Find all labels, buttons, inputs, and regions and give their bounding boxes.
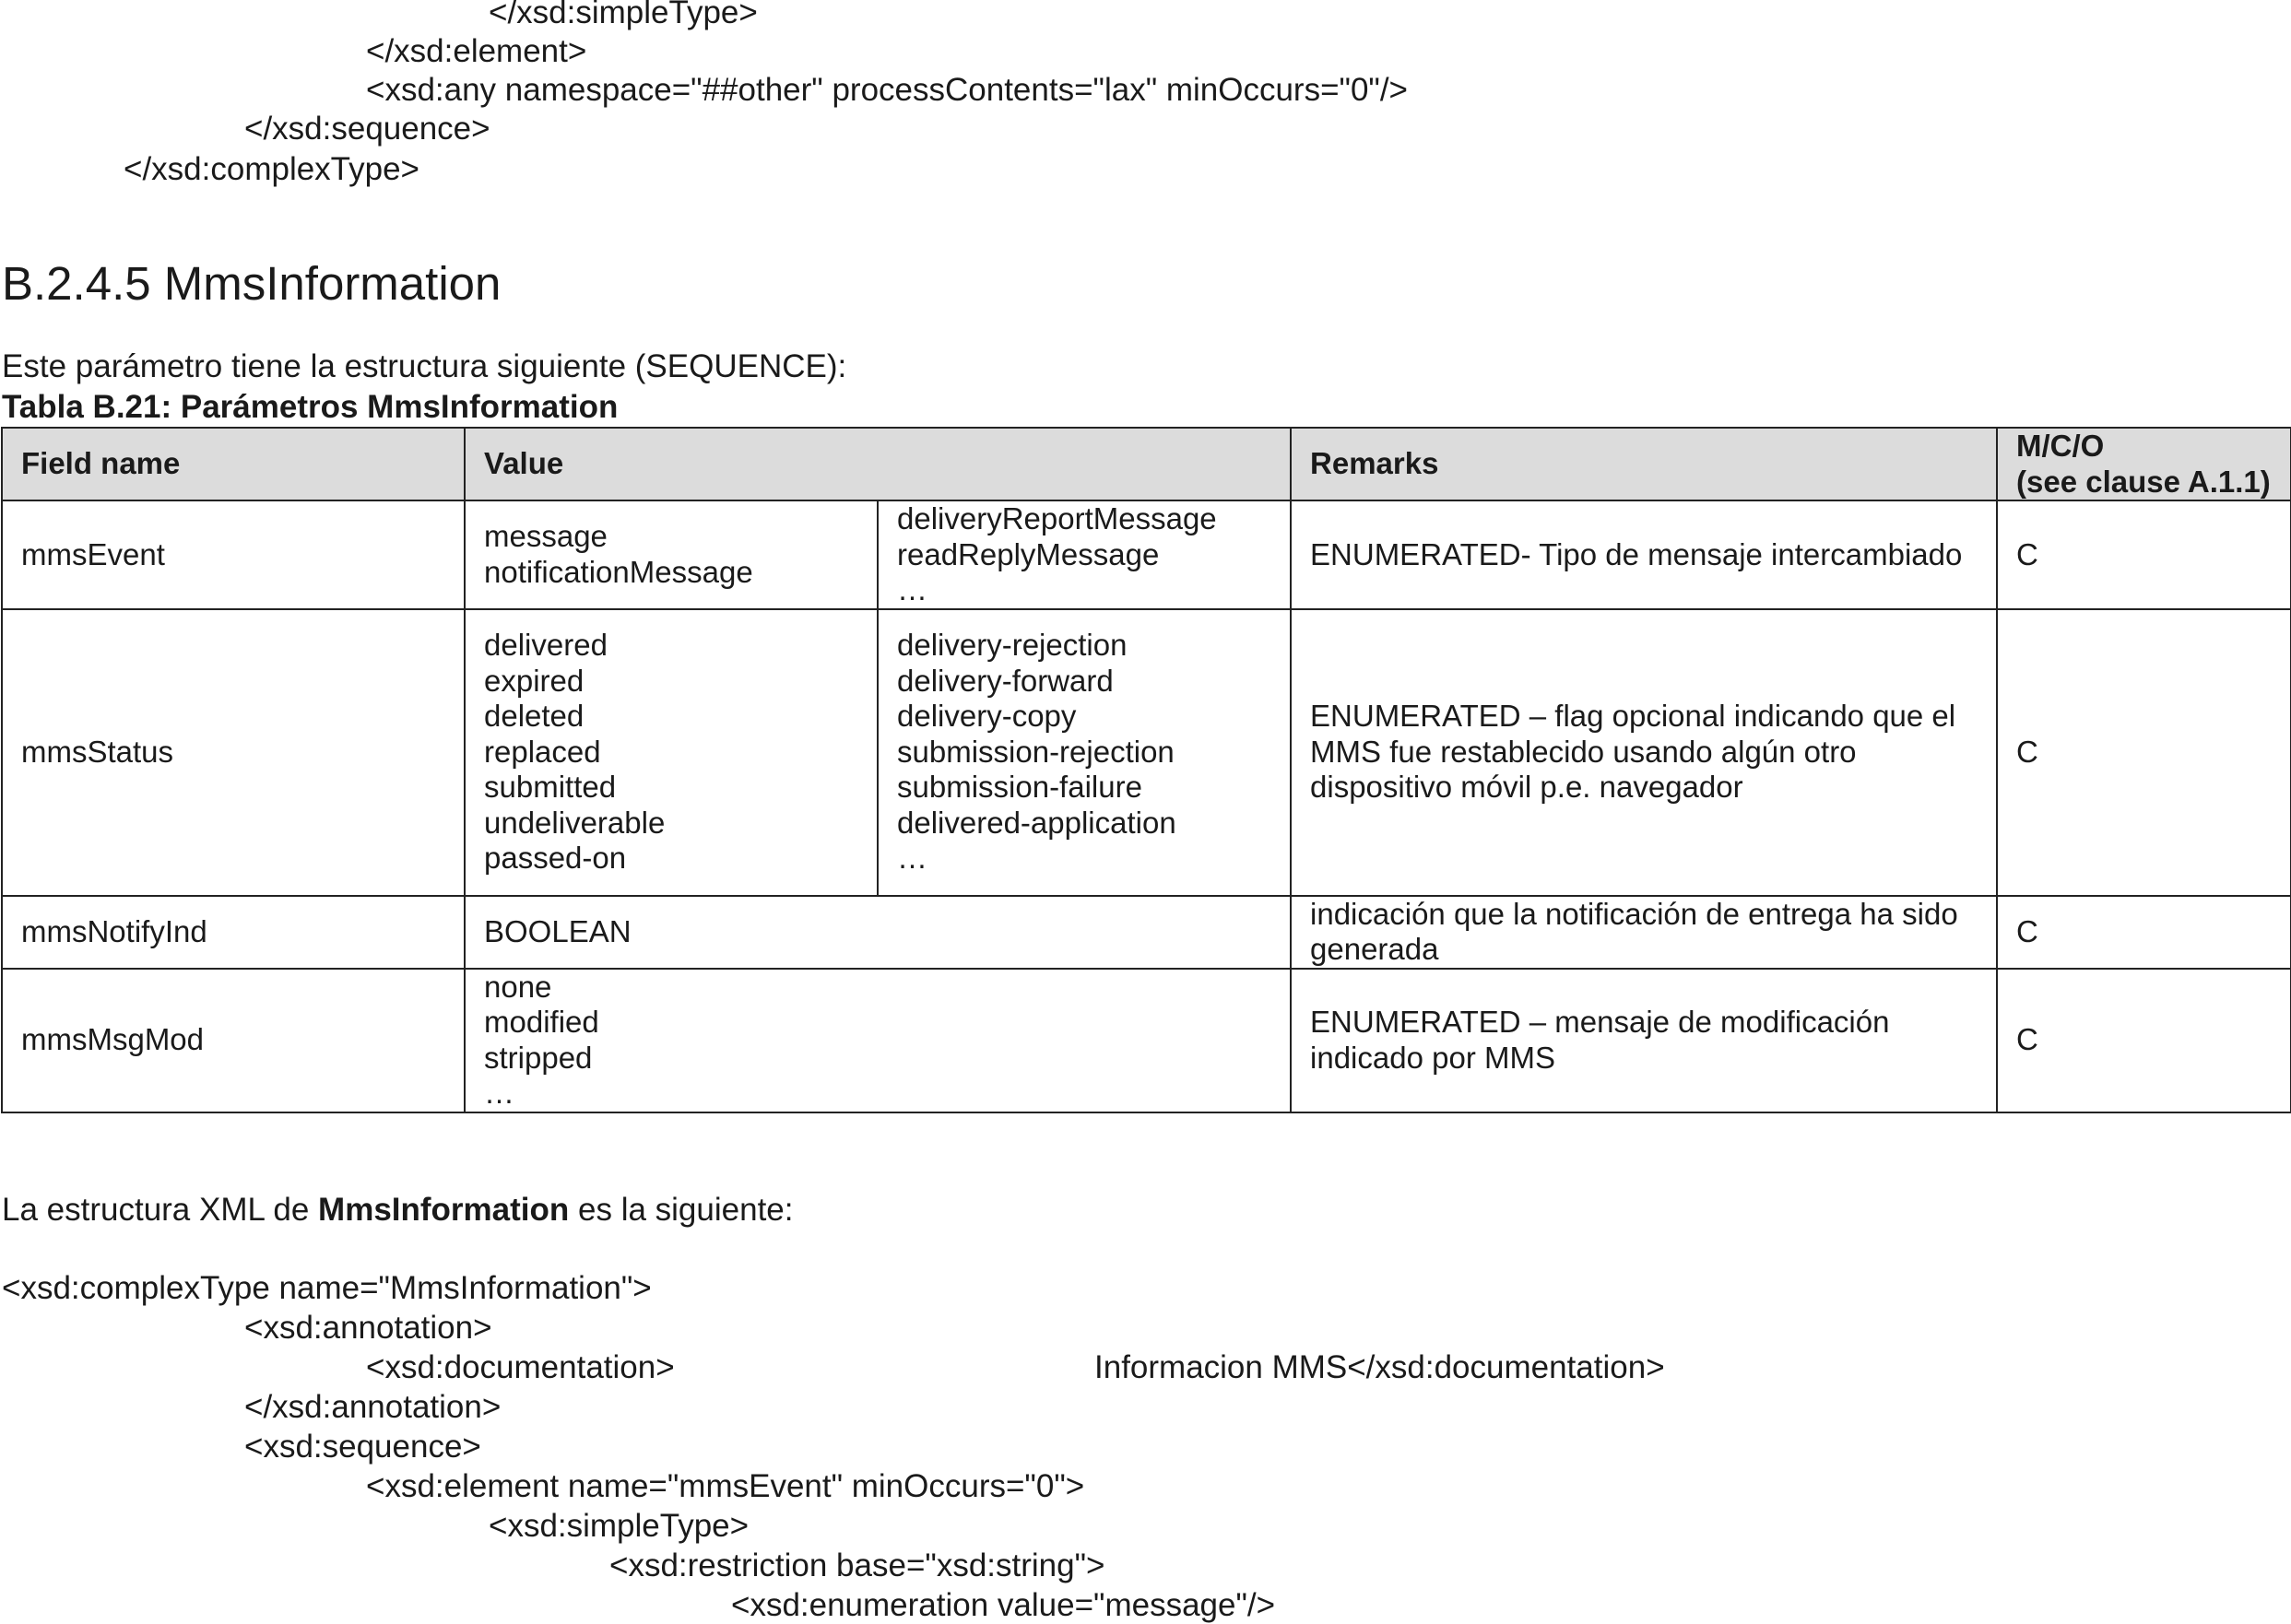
header-remarks: Remarks <box>1291 428 1997 500</box>
header-mco-line-2: (see clause A.1.1) <box>2016 464 2271 499</box>
section-heading: B.2.4.5 MmsInformation <box>2 257 502 310</box>
code-line: </xsd:sequence> <box>244 111 490 147</box>
remarks-cell: ENUMERATED – flag opcional indicando que el MMS fue restablecido usando algún otro dispositivo móvil p.e. navegador <box>1291 609 1997 896</box>
value-item: notificationMessage <box>484 554 753 589</box>
section-intro: Este parámetro tiene la estructura siguiente (SEQUENCE): <box>2 348 847 384</box>
value-item: replaced <box>484 734 601 769</box>
xml-intro-before: La estructura XML de <box>2 1192 319 1228</box>
value-item: submission-rejection <box>897 734 1175 769</box>
value-item: submitted <box>484 770 617 805</box>
code-line: </xsd:simpleType> <box>489 0 758 30</box>
value-item: … <box>897 572 927 606</box>
table-row <box>2 969 2291 1112</box>
code-line: Informacion MMS</xsd:documentation> <box>1094 1349 1665 1385</box>
value-cell <box>465 969 1291 1112</box>
xml-intro-after: es la siguiente: <box>569 1192 794 1228</box>
header-field-name: Field name <box>2 428 465 500</box>
mco-cell: C <box>1997 500 2291 609</box>
parameters-table <box>1 427 2291 1113</box>
value-item: expired <box>484 663 585 698</box>
code-line: <xsd:annotation> <box>244 1310 492 1346</box>
mco-cell: C <box>1997 896 2291 969</box>
code-line: <xsd:restriction base="xsd:string"> <box>609 1548 1105 1583</box>
value-item: deleted <box>484 699 585 734</box>
code-line: <xsd:any namespace="##other" processContents="lax" minOccurs="0"/> <box>366 72 1408 108</box>
value-item: stripped <box>484 1040 593 1075</box>
value-item: passed-on <box>484 841 627 876</box>
value-item: delivery-forward <box>897 663 1114 698</box>
value-cell <box>465 609 878 896</box>
table-header-row <box>2 428 2291 500</box>
field-name-cell: mmsStatus <box>2 609 465 896</box>
code-line: <xsd:complexType name="MmsInformation"> <box>2 1270 652 1306</box>
value-cell <box>878 609 1291 896</box>
value-item: delivered-application <box>897 805 1176 840</box>
mco-cell: C <box>1997 969 2291 1112</box>
value-item: readReplyMessage <box>897 536 1160 571</box>
mco-cell: C <box>1997 609 2291 896</box>
value-item: delivered <box>484 628 608 663</box>
header-value: Value <box>465 428 1291 500</box>
table-caption: Tabla B.21: Parámetros MmsInformation <box>2 389 619 425</box>
header-mco-line-1: M/C/O <box>2016 429 2105 463</box>
value-item: none <box>484 969 552 1004</box>
code-line: <xsd:sequence> <box>244 1429 481 1465</box>
xml-intro <box>2 1192 794 1229</box>
value-item: … <box>484 1076 514 1110</box>
remarks-cell: indicación que la notificación de entrega ha sido generada <box>1291 896 1997 969</box>
value-item: undeliverable <box>484 805 666 840</box>
header-mco <box>1997 428 2291 500</box>
value-cell: BOOLEAN <box>465 896 1291 969</box>
code-line: <xsd:enumeration value="message"/> <box>731 1587 1276 1623</box>
table-row <box>2 609 2291 896</box>
value-item: deliveryReportMessage <box>897 501 1217 535</box>
value-item: modified <box>484 1005 599 1039</box>
value-item: submission-failure <box>897 770 1142 805</box>
value-item: delivery-rejection <box>897 628 1128 663</box>
value-item: delivery-copy <box>897 699 1077 734</box>
table-row <box>2 500 2291 609</box>
code-line: <xsd:simpleType> <box>489 1508 750 1544</box>
code-line: </xsd:annotation> <box>244 1389 502 1425</box>
remarks-cell: ENUMERATED- Tipo de mensaje intercambiado <box>1291 500 1997 609</box>
code-line: <xsd:documentation> <box>366 1349 675 1385</box>
field-name-cell: mmsNotifyInd <box>2 896 465 969</box>
code-line: <xsd:element name="mmsEvent" minOccurs="0"> <box>366 1468 1085 1504</box>
value-item: … <box>897 841 927 876</box>
remarks-cell: ENUMERATED – mensaje de modificación indicado por MMS <box>1291 969 1997 1112</box>
value-cell <box>878 500 1291 609</box>
xml-intro-bold: MmsInformation <box>318 1192 570 1228</box>
table-row <box>2 896 2291 969</box>
code-line: </xsd:element> <box>366 33 587 69</box>
value-cell <box>465 500 878 609</box>
value-item: message <box>484 519 608 554</box>
code-line: </xsd:complexType> <box>124 151 419 187</box>
field-name-cell: mmsEvent <box>2 500 465 609</box>
field-name-cell: mmsMsgMod <box>2 969 465 1112</box>
